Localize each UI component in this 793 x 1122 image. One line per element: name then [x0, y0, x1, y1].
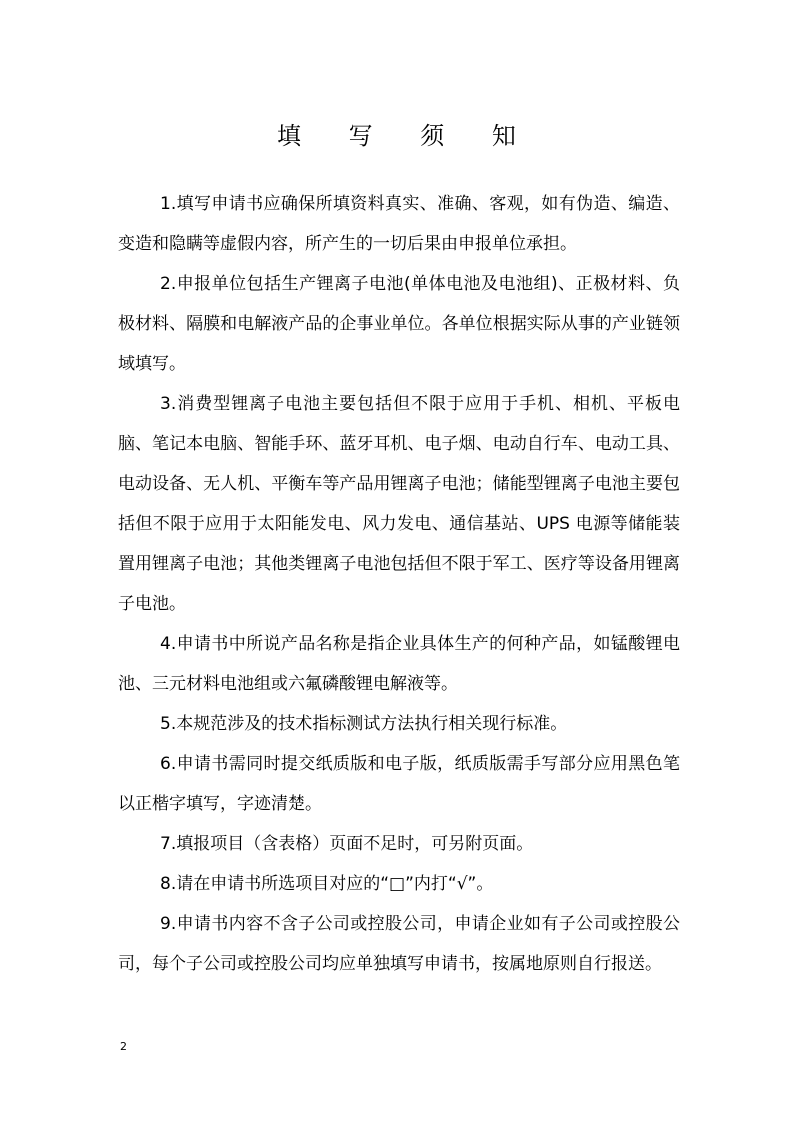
page-title: 填 写 须 知 — [277, 122, 536, 150]
instruction-paragraph-1: 1.填写申请书应确保所填资料真实、准确、客观，如有伪造、编造、变造和隐瞒等虚假内容，所产生的一切后果由申报单位承担。 — [118, 194, 680, 254]
instruction-paragraph-4: 4.申请书中所说产品名称是指企业具体生产的何种产品，如锰酸锂电池、三元材料电池组或六氟磷酸锂电解液等。 — [118, 634, 680, 694]
instruction-paragraph-2: 2.申报单位包括生产锂离子电池(单体电池及电池组)、正极材料、负极材料、隔膜和电解液产品的企事业单位。各单位根据实际从事的产业链领域填写。 — [118, 274, 680, 374]
instruction-paragraph-3: 3.消费型锂离子电池主要包括但不限于应用于手机、相机、平板电脑、笔记本电脑、智能手环、蓝牙耳机、电子烟、电动自行车、电动工具、电动设备、无人机、平衡车等产品用锂离子电池；储能型锂离子电池主要包括但不限于应用于太阳能发电、风力发电、通信基站、UPS 电源等储能装置用锂离子电池；其他类锂离子电池包括但不限于军工、医疗等设备用锂离子电池。 — [118, 394, 680, 614]
instruction-paragraph-9: 9.申请书内容不含子公司或控股公司，申请企业如有子公司或控股公司，每个子公司或控股公司均应单独填写申请书，按属地原则自行报送。 — [118, 914, 680, 974]
instructions-body — [118, 184, 680, 984]
instruction-paragraph-7: 7.填报项目（含表格）页面不足时，可另附页面。 — [160, 834, 534, 854]
page-number: 2 — [120, 1040, 127, 1053]
instruction-paragraph-5: 5.本规范涉及的技术指标测试方法执行相关现行标准。 — [160, 714, 568, 734]
instruction-paragraph-6: 6.申请书需同时提交纸质版和电子版，纸质版需手写部分应用黑色笔以正楷字填写，字迹清楚。 — [118, 754, 680, 814]
instruction-paragraph-8: 8.请在申请书所选项目对应的“□”内打“√”。 — [160, 874, 494, 894]
